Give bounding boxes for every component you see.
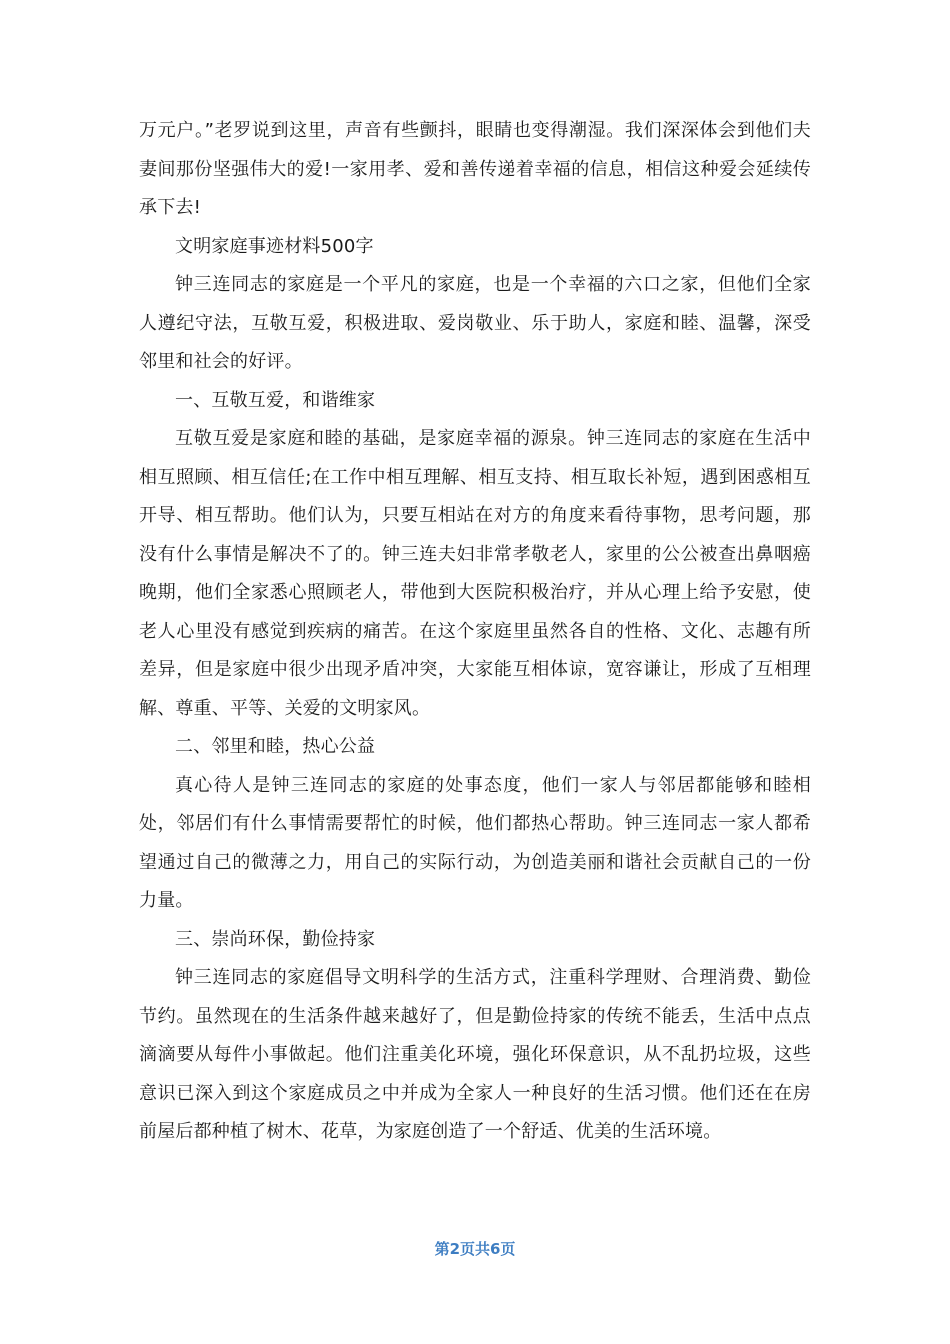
paragraph-section-2: 真心待人是钟三连同志的家庭的处事态度，他们一家人与邻居都能够和睦相处，邻居们有什么事情需要帮忙的时候，他们都热心帮助。钟三连同志一家人都希望通过自己的微薄之力，用自己的实际行动，为创造美丽和谐社会贡献自己的一份力量。 bbox=[139, 774, 811, 911]
section-heading-2: 二、邻里和睦，热心公益 bbox=[175, 736, 376, 757]
paragraph-section-1: 互敬互爱是家庭和睦的基础，是家庭幸福的源泉。钟三连同志的家庭在生活中相互照顾、相互信任;在工作中相互理解、相互支持、相互取长补短，遇到困惑相互开导、相互帮助。他们认为，只要互相站在对方的角度来看待事物，思考问题，那没有什么事情是解决不了的。钟三连夫妇非常孝敬老人，家里的公公被查出鼻咽癌晚期，他们全家悉心照顾老人，带他到大医院积极治疗，并从心理上给予安慰，使老人心里没有感觉到疾病的痛苦。在这个家庭里虽然各自的性格、文化、志趣有所差异，但是家庭中很少出现矛盾冲突，大家能互相体谅，宽容谦让，形成了互相理解、尊重、平等、关爱的文明家风。 bbox=[139, 428, 811, 719]
paragraph-continuation: 万元户。”老罗说到这里，声音有些颤抖，眼睛也变得潮湿。我们深深体会到他们夫妻间那份坚强伟大的爱!一家用孝、爱和善传递着幸福的信息，相信这种爱会延续传承下去! bbox=[139, 120, 811, 218]
paragraph-intro: 钟三连同志的家庭是一个平凡的家庭，也是一个幸福的六口之家，但他们全家人遵纪守法，互敬互爱，积极进取、爱岗敬业、乐于助人，家庭和睦、温馨，深受邻里和社会的好评。 bbox=[139, 274, 811, 372]
paragraph-section-3: 钟三连同志的家庭倡导文明科学的生活方式，注重科学理财、合理消费、勤俭节约。虽然现在的生活条件越来越好了，但是勤俭持家的传统不能丢，生活中点点滴滴要从每件小事做起。他们注重美化环境，强化环保意识，从不乱扔垃圾，这些意识已深入到这个家庭成员之中并成为全家人一种良好的生活习惯。他们还在在房前屋后都种植了树木、花草，为家庭创造了一个舒适、优美的生活环境。 bbox=[139, 967, 811, 1142]
section-heading-3: 三、崇尚环保，勤俭持家 bbox=[175, 928, 376, 950]
section-title: 文明家庭事迹材料500字 bbox=[175, 235, 374, 257]
document-body bbox=[139, 112, 811, 1152]
page-number: 第2页共6页 bbox=[434, 1240, 516, 1258]
section-heading-1: 一、互敬互爱，和谐维家 bbox=[175, 389, 376, 411]
